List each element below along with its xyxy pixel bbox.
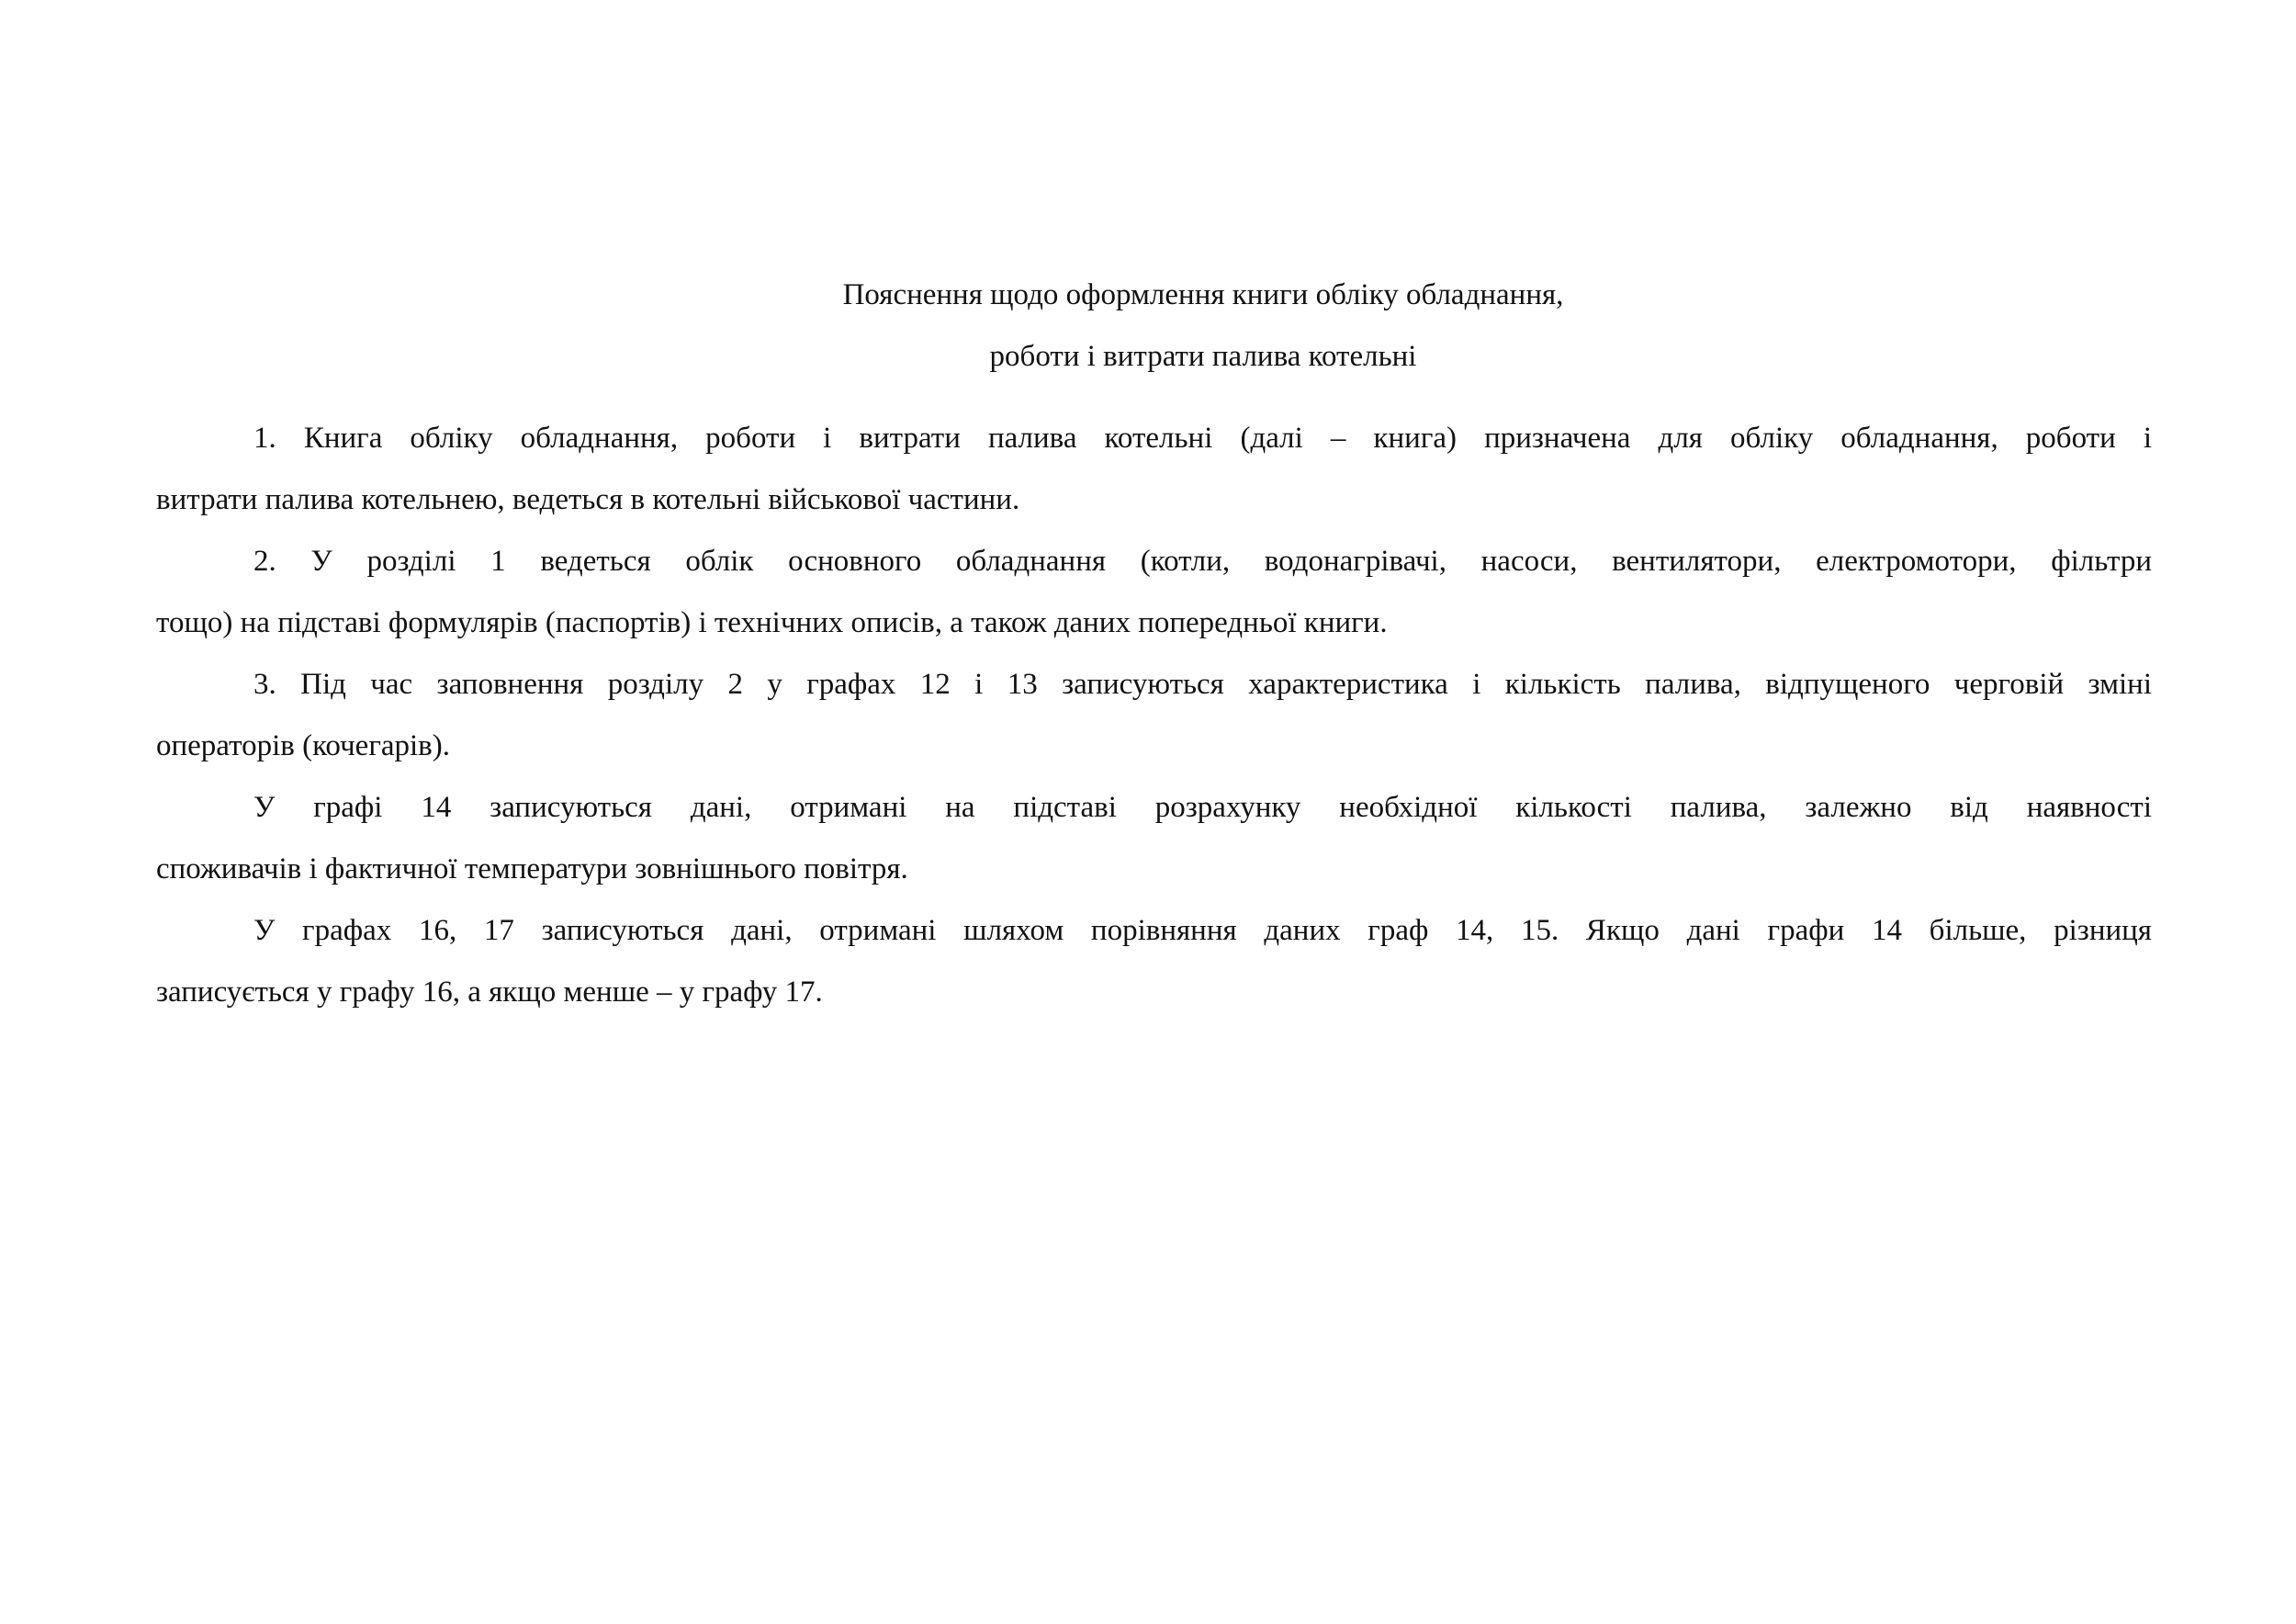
paragraph-3 (156, 654, 2152, 777)
paragraph-line: 1. Книга обліку обладнання, роботи і витрати палива котельні (далі – книга) призначена для обліку обладнання, роботи і (253, 422, 2152, 455)
document-body (156, 408, 2152, 1023)
title-line-2: роботи і витрати палива котельні (989, 340, 1417, 373)
document-title (156, 265, 2250, 388)
paragraph-line: витрати палива котельнею, ведеться в котельні військової частини. (156, 483, 1020, 516)
paragraph-4 (156, 777, 2152, 900)
paragraph-2 (156, 531, 2152, 654)
paragraph-5 (156, 900, 2152, 1023)
paragraph-line: записується у графу 16, а якщо менше – у графу 17. (156, 976, 823, 1009)
title-line-1: Пояснення щодо оформлення книги обліку обладнання, (842, 278, 1564, 311)
paragraph-line: тощо) на підставі формулярів (паспортів) і технічних описів, а також даних попередньої книги. (156, 606, 1388, 639)
paragraph-line: споживачів і фактичної температури зовнішнього повітря. (156, 852, 908, 885)
paragraph-line: операторів (кочегарів). (156, 729, 450, 762)
paragraph-line: 2. У розділі 1 ведеться облік основного обладнання (котли, водонагрівачі, насоси, вентилятори, електромотори, фільтри (253, 545, 2152, 578)
paragraph-1 (156, 408, 2152, 531)
paragraph-line: У графі 14 записуються дані, отримані на підставі розрахунку необхідної кількості палива, залежно від наявності (253, 791, 2152, 824)
paragraph-line: У графах 16, 17 записуються дані, отримані шляхом порівняння даних граф 14, 15. Якщо дані графи 14 більше, різниця (253, 914, 2152, 947)
paragraph-line: 3. Під час заповнення розділу 2 у графах 12 і 13 записуються характеристика і кількість палива, відпущеного черговій зміні (253, 668, 2152, 701)
